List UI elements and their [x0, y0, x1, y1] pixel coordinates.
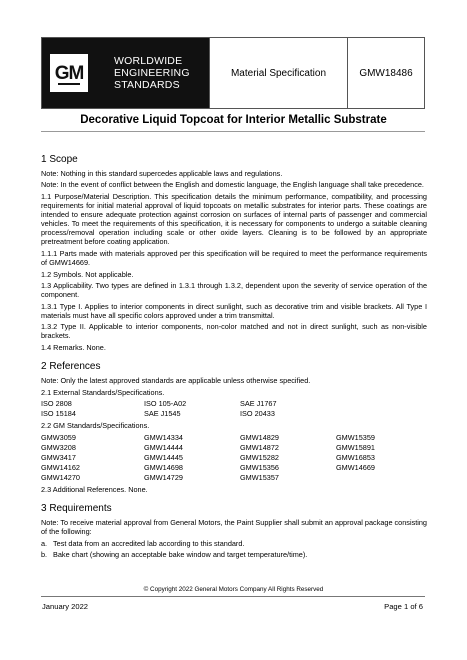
list-item: a. Test data from an accredited lab according to this standard.: [41, 538, 245, 548]
footer-date: January 2022: [42, 602, 89, 611]
section-heading-requirements: 3 Requirements: [41, 503, 112, 515]
standard-ref: GMW15282: [240, 452, 279, 462]
external-standards-list: [41, 399, 427, 419]
section-heading-scope: 1 Scope: [41, 154, 78, 165]
section-heading-references: 2 References: [41, 361, 101, 373]
standard-ref: GMW15359: [336, 432, 375, 442]
paragraph: 1.3 Applicability. Two types are defined in 1.3.1 through 1.3.2, dependent upon the severity of service operation of the component.: [41, 280, 427, 300]
standard-ref: GMW14270: [41, 472, 80, 482]
paragraph: 1.3.2 Type II. Applicable to interior components, non-color matched and not in direct sunlight, such as non-visible brackets.: [41, 322, 427, 341]
standard-ref: GMW14162: [41, 462, 80, 472]
standard-ref: GMW15356: [240, 462, 279, 472]
gm-standards-list: [41, 433, 427, 483]
org-name: WORLDWIDE ENGINEERING STANDARDS: [114, 55, 190, 91]
standard-ref: GMW14444: [144, 442, 183, 452]
header-box: [41, 37, 425, 109]
standard-ref: ISO 20433: [240, 409, 275, 419]
gm-logo: GM: [50, 54, 88, 92]
standard-ref: GMW15357: [240, 472, 279, 482]
standard-ref: ISO 105-A02: [144, 399, 187, 409]
standard-ref: SAE J1545: [144, 409, 181, 419]
standard-ref: GMW15891: [336, 442, 375, 452]
standard-ref: GMW3417: [41, 452, 76, 462]
standard-ref: GMW14829: [240, 432, 279, 442]
standard-ref: GMW14698: [144, 462, 183, 472]
document-body: [41, 154, 427, 562]
paragraph: Note: In the event of conflict between the English and domestic language, the English language shall take precedence.: [41, 180, 424, 190]
standard-ref: GMW14729: [144, 472, 183, 482]
document-title: Decorative Liquid Topcoat for Interior Metallic Substrate: [80, 114, 387, 126]
paragraph: Note: Only the latest approved standards are applicable unless otherwise specified.: [41, 376, 311, 386]
standard-ref: GMW3059: [41, 432, 76, 442]
standard-ref: GMW3208: [41, 442, 76, 452]
page-number: Page 1 of 6: [384, 602, 423, 611]
standard-ref: GMW14669: [336, 462, 375, 472]
standard-ref: GMW14445: [144, 452, 183, 462]
doc-number: GMW18486: [347, 38, 424, 108]
paragraph: Note: Nothing in this standard supercedes applicable laws and regulations.: [41, 169, 283, 178]
standard-ref: GMW14334: [144, 432, 183, 442]
title-rule: [41, 131, 425, 132]
list-item: b. Bake chart (showing an acceptable bake window and target temperature/time).: [41, 550, 308, 560]
copyright-notice: © Copyright 2022 General Motors Company All Rights Reserved: [143, 586, 324, 593]
standard-ref: [336, 473, 428, 483]
header-logo-cell: [42, 38, 209, 108]
paragraph: 1.2 Symbols. Not applicable.: [41, 269, 134, 279]
paragraph: 2.1 External Standards/Specifications.: [41, 387, 165, 397]
standard-ref: SAE J1767: [240, 399, 277, 409]
paragraph: 1.1.1 Parts made with materials approved per this specification will be required to meet the performance requirements of GMW14669.: [41, 248, 427, 268]
standard-ref: ISO 2808: [41, 399, 72, 409]
paragraph: Note: To receive material approval from General Motors, the Paint Supplier shall submit an approval package consisting of the following:: [41, 518, 427, 537]
standard-ref: GMW16853: [336, 452, 375, 462]
standard-ref: ISO 15184: [41, 409, 76, 419]
doc-type: Material Specification: [209, 38, 347, 108]
paragraph: 2.3 Additional References. None.: [41, 484, 148, 494]
paragraph: 1.3.1 Type I. Applies to interior components in direct sunlight, such as decorative trim and visible brackets. All Type I materials must have all specific colors approved under a trim transmittal.: [41, 301, 427, 320]
paragraph: 2.2 GM Standards/Specifications.: [41, 421, 150, 431]
standard-ref: GMW14872: [240, 442, 279, 452]
paragraph: 1.1 Purpose/Material Description. This specification details the minimum performance, compatibility, and processing requirements for initial material approval of liquid topcoats on metallic substrates for interior parts. These coatings are intended to ensure adequate protection against corrosion on surfaces of internal parts of passenger and commercial vehicles. To meet the requirements of this specification, it is necessary for components to undergo a suitable cleaning process/removal operation including scale or other oxide layers. Cleaning is to be followed by an appropriate pretreatment before coating application.: [41, 191, 427, 247]
paragraph: 1.4 Remarks. None.: [41, 342, 106, 352]
footer-rule: [41, 596, 425, 597]
